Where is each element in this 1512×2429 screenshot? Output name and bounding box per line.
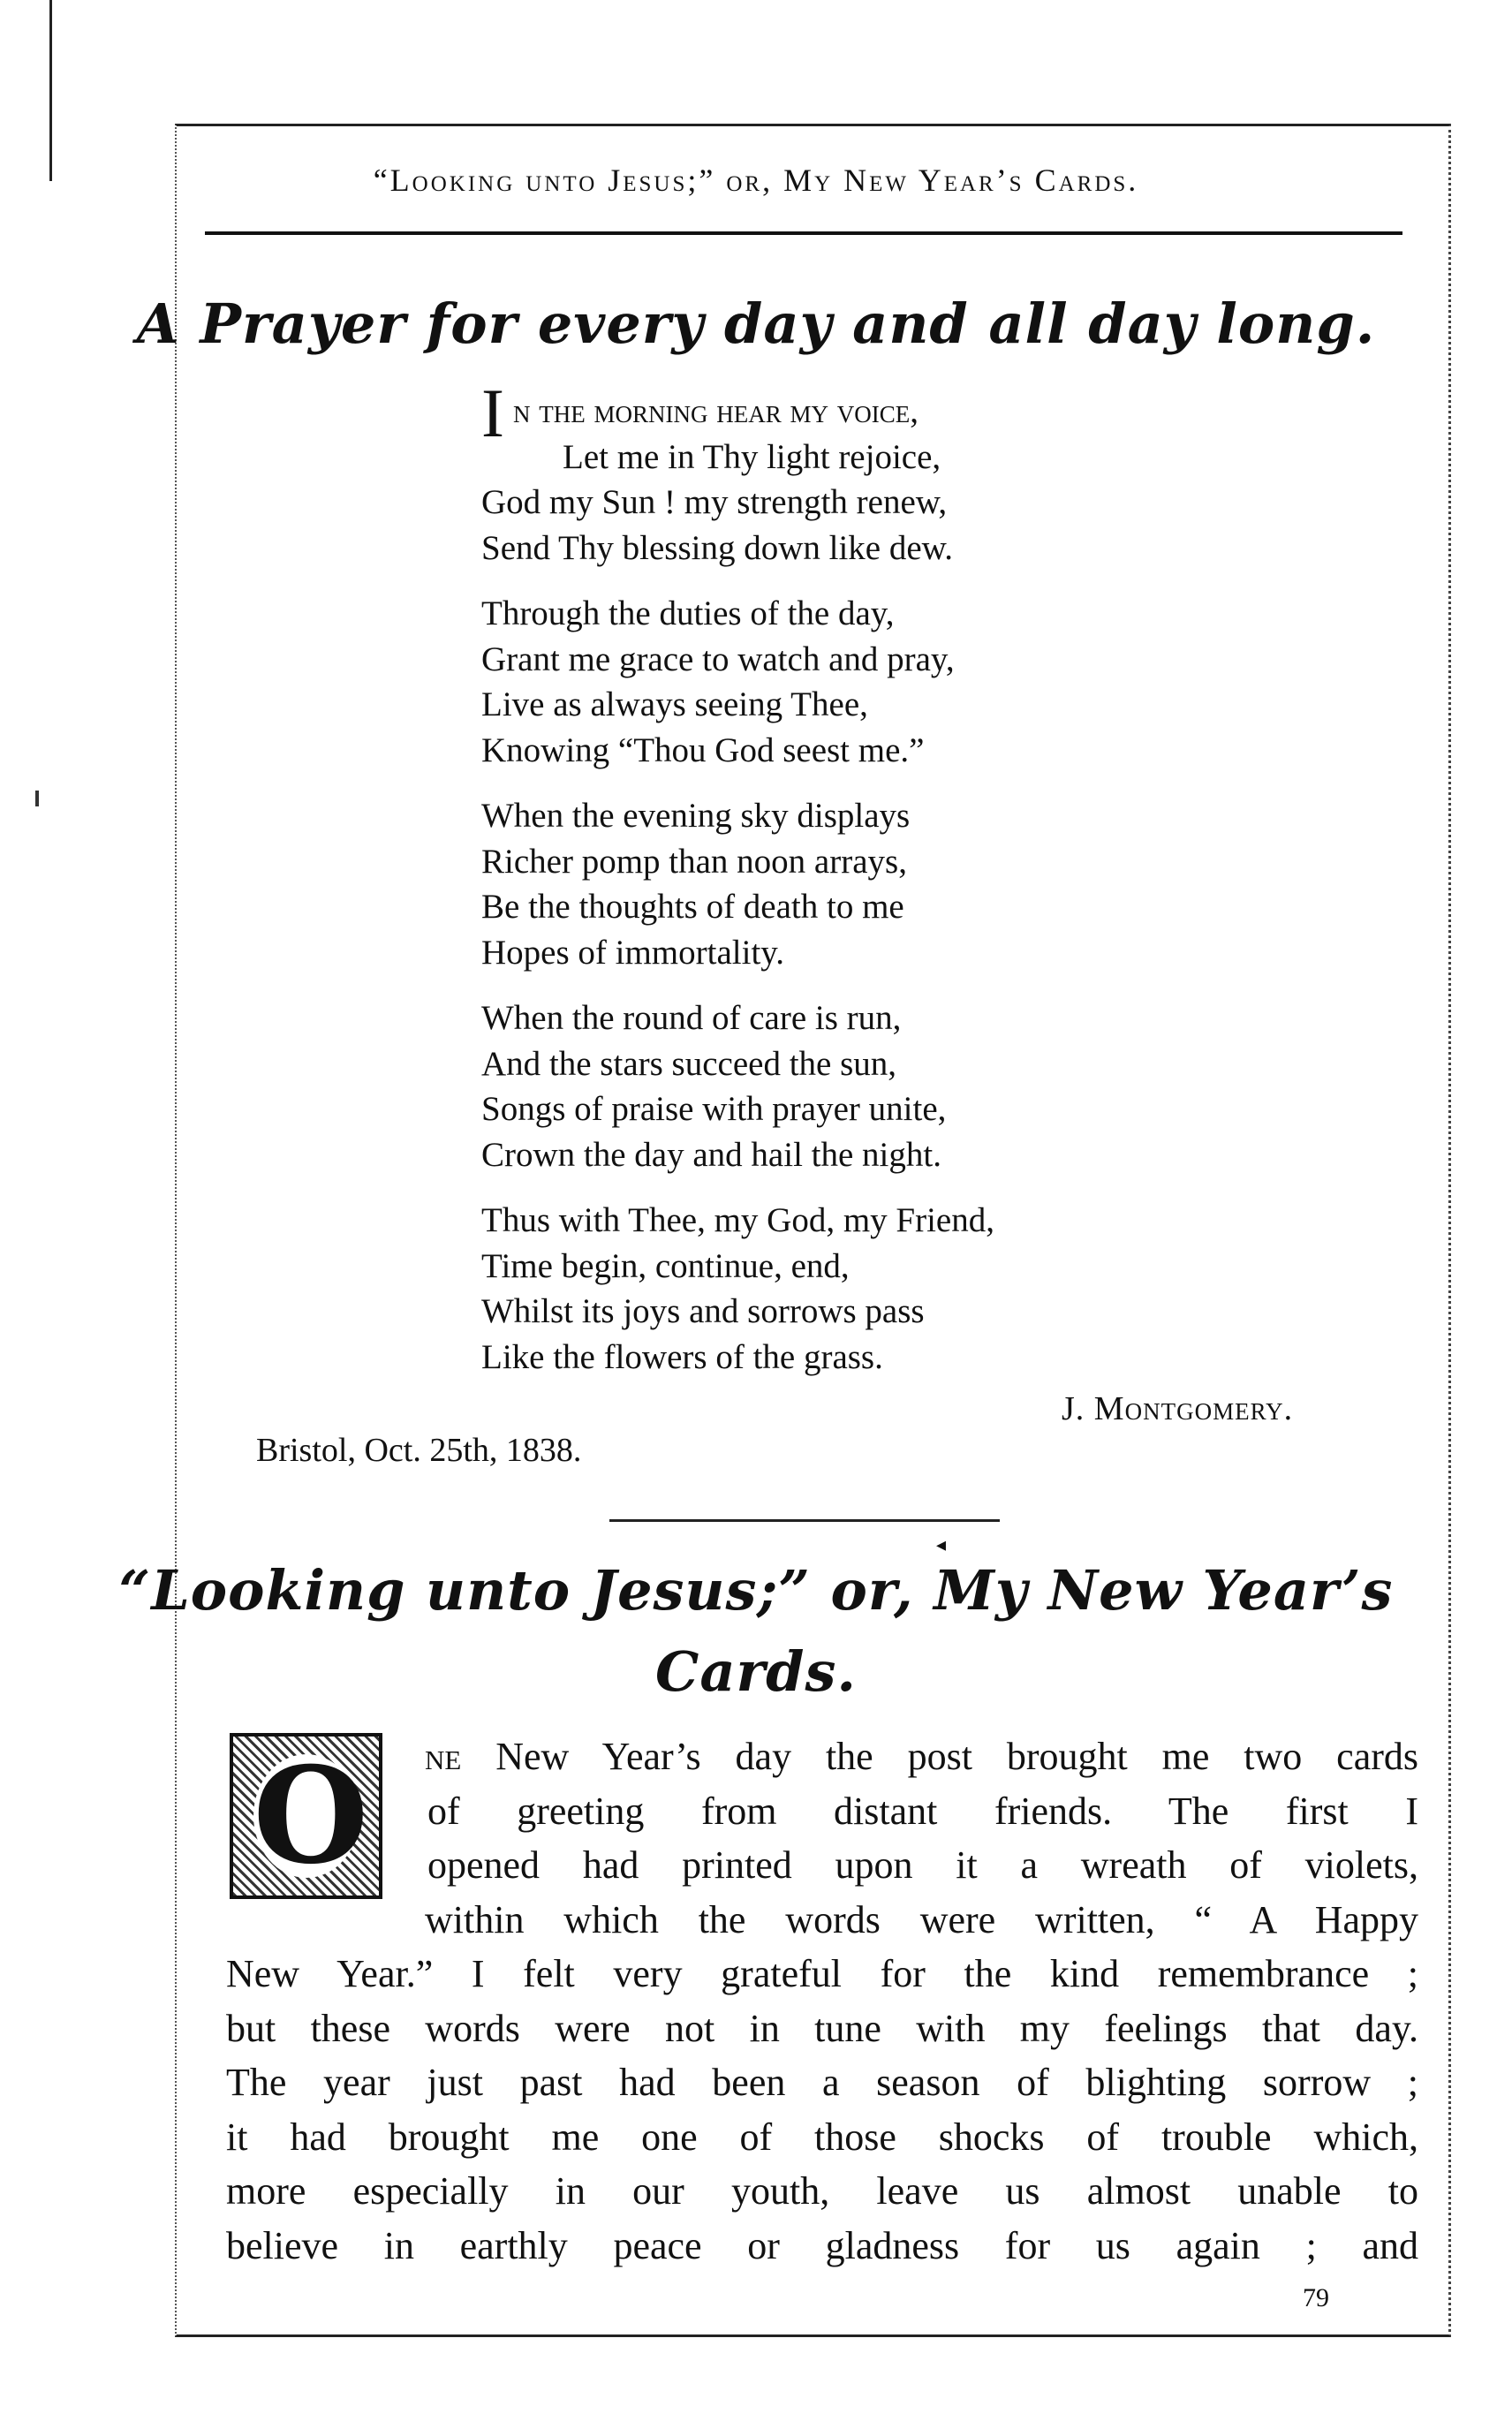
article-line: of greeting from distant friends. The first I (427, 1789, 1418, 1833)
poem-first-line: n the morning hear my voice, (512, 392, 919, 430)
poem-line: And the stars succeed the sun, (481, 1044, 897, 1083)
poem-line: Let me in Thy light rejoice, (563, 437, 941, 476)
poem-author: J. Montgomery. (1062, 1390, 1294, 1427)
poem-line: Be the thoughts of death to me (481, 888, 904, 926)
poem-line: When the evening sky displays (481, 797, 911, 835)
divider-ornament-icon: ◂ (936, 1533, 947, 1555)
poem-line: Richer pomp than noon arrays, (481, 842, 907, 881)
poem-stanza-4 (481, 995, 994, 1177)
poem-line: Through the duties of the day, (481, 594, 895, 632)
article-line: New Year.” I felt very grateful for the kind remembrance ; (226, 1952, 1418, 1995)
poem-line: Hopes of immortality. (481, 933, 785, 972)
poem-dateline: Bristol, Oct. 25th, 1838. (256, 1432, 582, 1469)
article-line: but these words were not in tune with my feelings that day. (226, 2006, 1418, 2050)
article-title-line-1: “Looking unto Jesus;” or, My New Year’s (118, 1558, 1394, 1623)
poem-initial-letter: I (481, 375, 504, 451)
poem-line: Live as always seeing Thee, (481, 685, 868, 723)
poem-line (481, 375, 994, 451)
article-line: opened had printed upon it a wreath of violets, (427, 1843, 1418, 1887)
poem-line: When the round of care is run, (481, 999, 902, 1037)
article-title-line-2: Cards. (654, 1639, 858, 1704)
article-line: more especially in our youth, leave us almost unable to (226, 2169, 1418, 2213)
article-line: ne New Year’s day the post brought me two cards (425, 1735, 1419, 1778)
poem-body (481, 375, 994, 1400)
running-head: “Looking unto Jesus;” or, My New Year’s Cards. (373, 163, 1139, 198)
poem-line: Crown the day and hail the night. (481, 1135, 941, 1174)
article-line: believe in earthly peace or gladness for us again ; and (226, 2223, 1418, 2267)
poem-stanza-3 (481, 793, 994, 975)
poem-line: Time begin, continue, end, (481, 1246, 850, 1285)
poem-line: Thus with Thee, my God, my Friend, (481, 1201, 994, 1239)
poem-line: Like the flowers of the grass. (481, 1337, 883, 1376)
poem-stanza-2 (481, 591, 994, 773)
poem-stanza-5 (481, 1198, 994, 1380)
poem-line: Grant me grace to watch and pray, (481, 639, 955, 678)
article-title (0, 1550, 1512, 1713)
article-line: it had brought me one of those shocks of trouble which, (226, 2115, 1418, 2159)
first-word-rest: ne (425, 1735, 462, 1778)
drop-cap-letter: O (253, 1738, 369, 1894)
article-body (226, 1729, 1418, 2273)
poem-line: Songs of praise with prayer unite, (481, 1090, 947, 1128)
poem-stanza-1 (481, 375, 994, 571)
poem-line: God my Sun ! my strength renew, (481, 483, 948, 521)
margin-mark (35, 791, 39, 806)
page-edge-rule (49, 0, 52, 181)
page-number: 79 (1303, 2283, 1329, 2312)
article-line: The year just past had been a season of blighting sorrow ; (226, 2061, 1418, 2104)
header-rule (205, 231, 1402, 235)
poem-line: Whilst its joys and sorrows pass (481, 1292, 925, 1330)
poem-line: Knowing “Thou God seest me.” (481, 730, 925, 769)
section-divider (609, 1519, 1000, 1522)
poem-title: A Prayer for every day and all day long. (136, 291, 1376, 356)
poem-line: Send Thy blessing down like dew. (481, 528, 954, 567)
article-line: within which the words were written, “ A Happy (425, 1897, 1418, 1941)
